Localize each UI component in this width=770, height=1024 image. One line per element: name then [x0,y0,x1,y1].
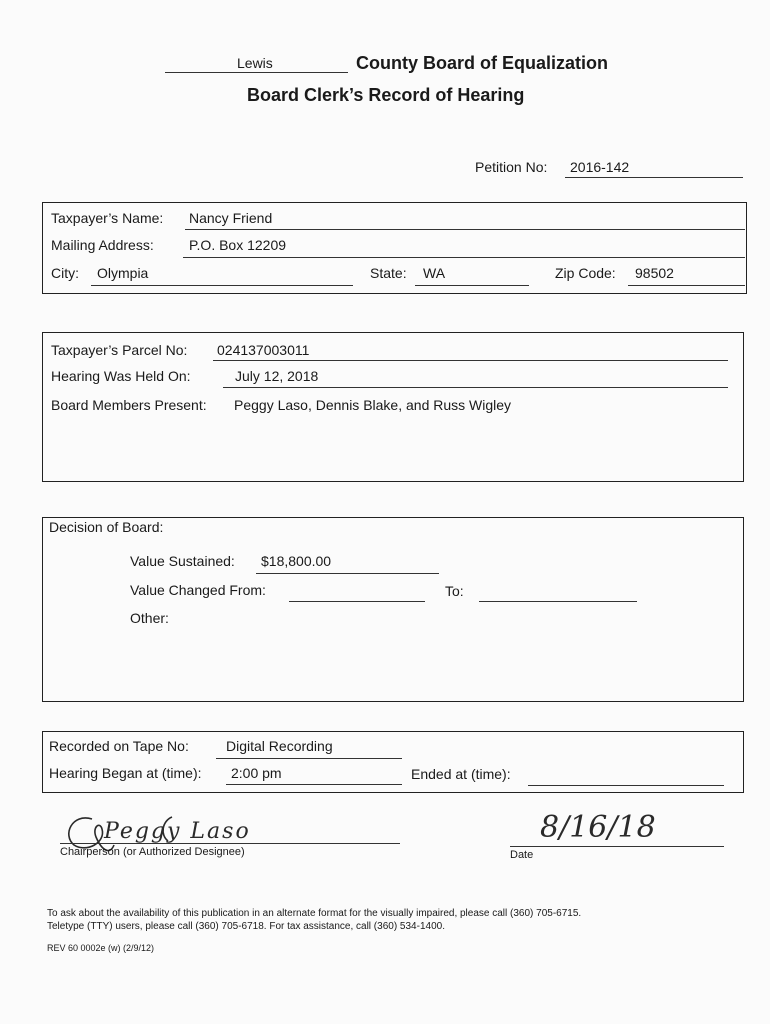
page-subtitle: Board Clerk’s Record of Hearing [247,85,525,105]
value-to-label: To: [445,583,464,599]
began-underline [226,784,402,785]
county-underline [165,72,348,73]
hearing-section [42,332,744,482]
signature-text: Peggy Laso [104,819,251,844]
petition-label: Petition No: [475,159,548,175]
hearing-held-underline [223,387,728,388]
zip-label: Zip Code: [555,265,616,281]
petition-number: 2016-142 [570,159,630,175]
taxpayer-name-label: Taxpayer’s Name: [51,210,164,226]
parcel-value: 024137003011 [217,342,310,358]
ended-underline [528,785,724,786]
state-value: WA [423,265,446,281]
hearing-held-value: July 12, 2018 [235,368,319,384]
value-changed-underline [289,601,425,602]
taxpayer-name-underline [185,229,745,230]
mailing-address-label: Mailing Address: [51,237,154,253]
mailing-address-value: P.O. Box 12209 [189,237,287,253]
tape-value: Digital Recording [226,738,333,754]
date-label: Date [510,849,534,861]
petition-underline [565,177,743,178]
board-members-label: Board Members Present: [51,397,207,413]
city-underline [91,285,353,286]
decision-label: Decision of Board: [49,519,164,535]
county-name: Lewis [237,55,273,71]
decision-section [42,517,744,702]
tape-label: Recorded on Tape No: [49,738,189,754]
taxpayer-section [42,202,747,294]
other-label: Other: [130,610,169,626]
taxpayer-name-value: Nancy Friend [189,210,273,226]
zip-value: 98502 [635,265,674,281]
footer-notice-line2: Teletype (TTY) users, please call (360) 705-6718. For tax assistance, call (360) 534-1400. [47,921,445,932]
began-label: Hearing Began at (time): [49,765,202,781]
date-handwritten: 8/16/18 [540,810,656,845]
form-number: REV 60 0002e (w) (2/9/12) [47,943,155,953]
zip-underline [628,285,745,286]
city-value: Olympia [97,265,149,281]
ended-label: Ended at (time): [411,766,511,782]
parcel-label: Taxpayer’s Parcel No: [51,342,188,358]
board-members-value: Peggy Laso, Dennis Blake, and Russ Wigley [234,397,512,413]
began-value: 2:00 pm [231,765,282,781]
tape-underline [216,758,402,759]
state-label: State: [370,265,407,281]
value-sustained-label: Value Sustained: [130,553,235,569]
mailing-address-underline [183,257,745,258]
value-sustained-underline [256,573,439,574]
date-underline [510,846,724,847]
city-label: City: [51,265,79,281]
footer-notice-line1: To ask about the availability of this publication in an alternate format for the visually impaired, please call (360) 705-6715. [47,908,582,919]
page-title: County Board of Equalization [356,53,608,73]
value-to-underline [479,601,637,602]
hearing-held-label: Hearing Was Held On: [51,368,191,384]
chairperson-underline [60,843,400,844]
value-sustained-value: $18,800.00 [261,553,332,569]
state-underline [415,285,529,286]
chairperson-label: Chairperson (or Authorized Designee) [60,846,245,858]
value-changed-label: Value Changed From: [130,582,266,598]
parcel-underline [213,360,728,361]
recording-section [42,731,744,793]
